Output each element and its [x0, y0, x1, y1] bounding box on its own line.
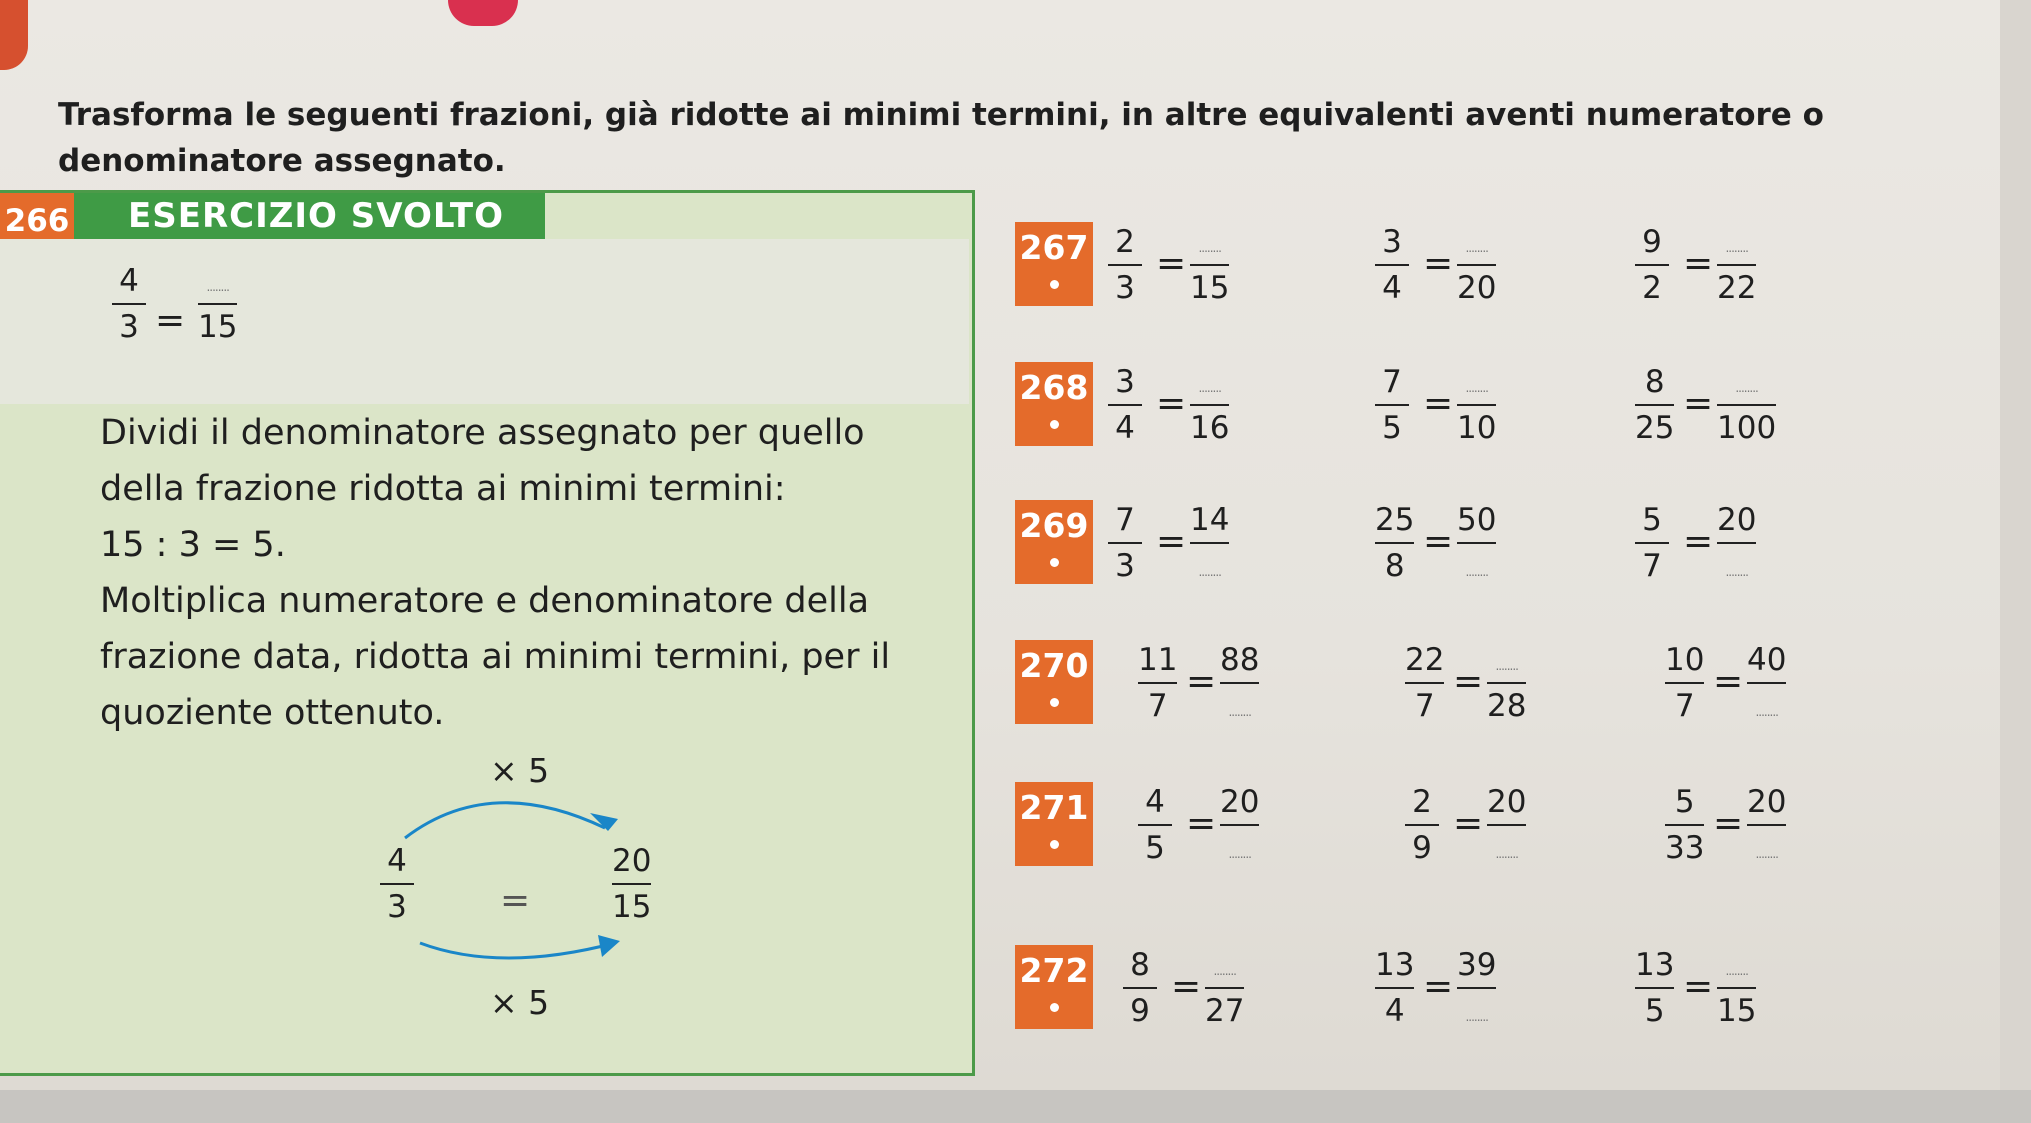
- answer-fraction[interactable]: [1190, 222, 1229, 308]
- blank-numerator[interactable]: ........: [1198, 381, 1221, 395]
- denominator: 5: [1644, 993, 1665, 1029]
- solved-example-box: [0, 190, 975, 1076]
- exercise-number-269: 269: [1015, 500, 1093, 584]
- numerator: 20: [1220, 784, 1260, 820]
- denominator: 27: [1205, 993, 1245, 1029]
- numerator: 39: [1457, 947, 1497, 983]
- solved-example-problem: [0, 239, 969, 404]
- given-fraction: [1375, 362, 1409, 448]
- numerator: 22: [1405, 642, 1445, 678]
- denominator: 15: [1717, 993, 1757, 1029]
- given-fraction: [1108, 362, 1142, 448]
- solved-example-explanation: [100, 405, 960, 741]
- equals-sign: =: [1683, 966, 1714, 1007]
- bottom-arrow-head: [598, 935, 620, 957]
- equals-sign: =: [1713, 661, 1744, 702]
- blank-numerator[interactable]: ........: [1735, 381, 1758, 395]
- blank-denominator[interactable]: ........: [1198, 565, 1221, 579]
- denominator: 25: [1635, 410, 1675, 446]
- given-fraction: [1665, 640, 1704, 726]
- answer-fraction[interactable]: [1457, 500, 1496, 586]
- denominator: 8: [1384, 548, 1405, 584]
- blank-denominator[interactable]: ........: [1465, 565, 1488, 579]
- equals-sign: =: [1683, 383, 1714, 424]
- denominator: 15: [1190, 270, 1230, 306]
- multiplier-top: × 5: [490, 751, 550, 790]
- answer-fraction[interactable]: [1717, 362, 1776, 448]
- numerator: 11: [1138, 642, 1178, 678]
- denominator: 7: [1642, 548, 1662, 584]
- denominator: 3: [1115, 548, 1135, 584]
- answer-fraction[interactable]: [1457, 362, 1496, 448]
- answer-fraction[interactable]: [1747, 782, 1786, 868]
- given-fraction: [1635, 500, 1669, 586]
- equals-sign: =: [1423, 243, 1454, 284]
- answer-fraction[interactable]: [1190, 362, 1229, 448]
- solved-example-header: [0, 193, 545, 239]
- equals-sign: =: [1453, 661, 1484, 702]
- blank-denominator[interactable]: ........: [1755, 705, 1778, 719]
- answer-fraction[interactable]: [1717, 945, 1756, 1031]
- blank-numerator[interactable]: ........: [1465, 381, 1488, 395]
- denominator: 2: [1642, 270, 1662, 306]
- denominator: 10: [1457, 410, 1497, 446]
- blank-denominator[interactable]: ........: [1725, 565, 1748, 579]
- denominator: 100: [1717, 410, 1777, 446]
- denominator: 16: [1190, 410, 1230, 446]
- equals-sign: =: [1156, 383, 1187, 424]
- given-fraction: [1665, 782, 1704, 868]
- blank-numerator[interactable]: ........: [1725, 241, 1748, 255]
- diagram-equals: =: [500, 880, 531, 921]
- blank-numerator[interactable]: ........: [1213, 964, 1236, 978]
- given-fraction: [1635, 222, 1669, 308]
- equals-sign: =: [1186, 661, 1217, 702]
- answer-fraction[interactable]: [1487, 782, 1526, 868]
- exercise-number-267: 267: [1015, 222, 1093, 306]
- equals-sign: =: [1453, 803, 1484, 844]
- denominator: 7: [1147, 688, 1168, 724]
- denominator: 9: [1412, 830, 1432, 866]
- given-fraction: [1635, 945, 1674, 1031]
- numerator: 25: [1375, 502, 1415, 538]
- numerator: 7: [1382, 364, 1402, 400]
- equals-sign: =: [155, 300, 186, 341]
- given-fraction: [1405, 782, 1439, 868]
- given-fraction: [1138, 782, 1172, 868]
- exercise-number-272: 272: [1015, 945, 1093, 1029]
- denominator: 7: [1674, 688, 1695, 724]
- numerator: 14: [1190, 502, 1230, 538]
- numerator: 88: [1220, 642, 1260, 678]
- denominator: 33: [1665, 830, 1705, 866]
- denominator: 22: [1717, 270, 1757, 306]
- answer-fraction[interactable]: [1747, 640, 1786, 726]
- explanation-line: Moltiplica numeratore e denominatore della: [100, 581, 870, 621]
- explanation-line: Dividi il denominatore assegnato per quello: [100, 413, 865, 453]
- numerator: 2: [1115, 224, 1135, 260]
- diagram-right-fraction: 20 15: [612, 843, 652, 925]
- answer-fraction[interactable]: [1220, 640, 1259, 726]
- explanation-line: quoziente ottenuto.: [100, 693, 445, 733]
- equals-sign: =: [1186, 803, 1217, 844]
- explanation-line: 15 : 3 = 5.: [100, 525, 286, 565]
- equals-sign: =: [1171, 966, 1202, 1007]
- denominator: 5: [1145, 830, 1165, 866]
- bottom-arrow: [420, 943, 615, 958]
- numerator: 20: [1717, 502, 1757, 538]
- numerator: 20: [1487, 784, 1527, 820]
- denominator: 15: [198, 309, 238, 345]
- exercise-number-270: 270: [1015, 640, 1093, 724]
- given-fraction: [1138, 640, 1177, 726]
- numerator: 10: [1665, 642, 1705, 678]
- given-fraction: [1375, 222, 1409, 308]
- numerator: 2: [1412, 784, 1432, 820]
- page-bottom-edge: [0, 1090, 2031, 1123]
- equals-sign: =: [1683, 243, 1714, 284]
- numerator: 4: [1145, 784, 1165, 820]
- denominator: 20: [1457, 270, 1497, 306]
- given-fraction: [1123, 945, 1157, 1031]
- denominator: 3: [1115, 270, 1135, 306]
- blank-numerator[interactable]: ........: [1495, 659, 1518, 673]
- numerator: 13: [1635, 947, 1675, 983]
- example-fraction: [112, 261, 146, 347]
- denominator: 5: [1382, 410, 1402, 446]
- numerator: 5: [1642, 502, 1662, 538]
- denominator: 7: [1414, 688, 1435, 724]
- numerator: 50: [1457, 502, 1497, 538]
- equals-sign: =: [1423, 521, 1454, 562]
- numerator: 20: [1747, 784, 1787, 820]
- equals-sign: =: [1683, 521, 1714, 562]
- blank-denominator[interactable]: ........: [1465, 1010, 1488, 1024]
- solved-example-title: ESERCIZIO SVOLTO: [128, 196, 505, 236]
- exercise-number-271: 271: [1015, 782, 1093, 866]
- diagram-left-fraction: 4 3: [380, 841, 414, 927]
- numerator: 8: [1644, 364, 1665, 400]
- denominator: 4: [1382, 270, 1402, 306]
- given-fraction: [1375, 945, 1414, 1031]
- blank-denominator[interactable]: ........: [1495, 847, 1518, 861]
- blank-denominator[interactable]: ........: [1228, 847, 1251, 861]
- answer-fraction[interactable]: [1487, 640, 1526, 726]
- blank-numerator[interactable]: ........: [1725, 964, 1748, 978]
- numerator: 3: [1382, 224, 1402, 260]
- denominator: 28: [1487, 688, 1527, 724]
- denominator: 3: [119, 309, 139, 345]
- numerator: 5: [1674, 784, 1695, 820]
- example-target-fraction: [198, 261, 237, 347]
- answer-fraction[interactable]: [1457, 945, 1496, 1031]
- equals-sign: =: [1713, 803, 1744, 844]
- blank: ........: [206, 280, 229, 294]
- answer-fraction[interactable]: [1220, 782, 1259, 868]
- denominator: 9: [1130, 993, 1150, 1029]
- exercise-number-268: 268: [1015, 362, 1093, 446]
- numerator: 4: [119, 263, 139, 299]
- numerator: 40: [1747, 642, 1787, 678]
- blank-denominator[interactable]: ........: [1228, 705, 1251, 719]
- numerator: 7: [1115, 502, 1135, 538]
- explanation-line: della frazione ridotta ai minimi termini:: [100, 469, 786, 509]
- instructions-text: Trasforma le seguenti frazioni, già ridotte ai minimi termini, in altre equivalenti aventi numeratore o denominatore assegnato.: [58, 97, 1824, 179]
- multiplier-bottom: × 5: [490, 983, 550, 1022]
- given-fraction: [1405, 640, 1444, 726]
- answer-fraction[interactable]: [1190, 500, 1229, 586]
- equals-sign: =: [1156, 243, 1187, 284]
- equals-sign: =: [1156, 521, 1187, 562]
- heart-decoration: [448, 0, 518, 26]
- numerator: 9: [1642, 224, 1662, 260]
- equals-sign: =: [1423, 383, 1454, 424]
- numerator: 13: [1375, 947, 1415, 983]
- blank-numerator[interactable]: ........: [1198, 241, 1221, 255]
- answer-fraction[interactable]: [1717, 500, 1756, 586]
- answer-fraction[interactable]: [1205, 945, 1244, 1031]
- denominator: 4: [1115, 410, 1135, 446]
- top-arrow: [405, 803, 605, 838]
- given-fraction: [1108, 222, 1142, 308]
- denominator: 4: [1384, 993, 1405, 1029]
- answer-fraction[interactable]: [1717, 222, 1756, 308]
- numerator: 8: [1130, 947, 1150, 983]
- page-corner-tab: [0, 0, 28, 70]
- given-fraction: [1635, 362, 1674, 448]
- given-fraction: [1108, 500, 1142, 586]
- exercise-number-266: 266: [0, 193, 74, 293]
- blank-denominator[interactable]: ........: [1755, 847, 1778, 861]
- multiplication-diagram: [350, 753, 700, 1023]
- numerator: 3: [1115, 364, 1135, 400]
- answer-fraction[interactable]: [1457, 222, 1496, 308]
- given-fraction: [1375, 500, 1414, 586]
- explanation-line: frazione data, ridotta ai minimi termini, per il: [100, 637, 891, 677]
- equals-sign: =: [1423, 966, 1454, 1007]
- blank-numerator[interactable]: ........: [1465, 241, 1488, 255]
